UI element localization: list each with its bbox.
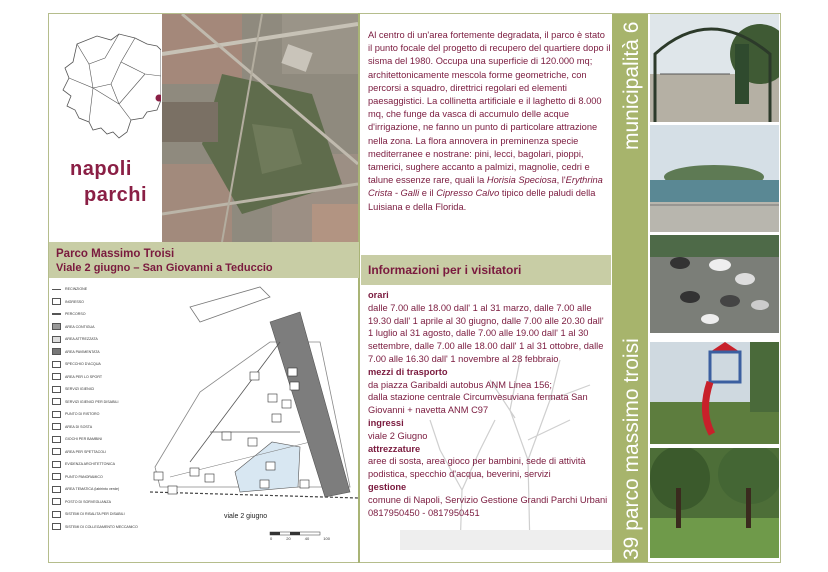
legend-label: RECINZIONE [65, 287, 88, 292]
species-2: Erythrina Crista - Galli [368, 175, 603, 199]
legend-swatch [52, 448, 61, 455]
scale-label: 40 [304, 536, 310, 541]
locator-map [49, 14, 161, 242]
legend-swatch [52, 298, 61, 305]
park-description [368, 29, 611, 214]
legend-swatch [52, 373, 61, 380]
legend-swatch [52, 398, 61, 405]
description-text-3: e il [419, 188, 437, 199]
legend-item [52, 408, 148, 421]
legend-swatch [52, 436, 61, 443]
legend-item [52, 358, 148, 371]
photo-ducks [650, 235, 779, 333]
orari-text: dalle 7.00 alle 18.00 dall' 1 al 31 marzo, dalle 7.00 alle 19.30 dall' 1 aprile al 30 giugno, dalle 7.00 alle 20.30 dall' 1 luglio al 31 agosto, dalle 7.00 alle 19.00 dall' 1 al 30 settembre, dalle 7.00 alle 18.00 dall' 1 al 31 ottobre, dalle 7.00 alle 16.30 dall' 1 novembre al 28 febbraio [368, 302, 604, 364]
legend-label: AREA PER SPETTACOLI [65, 449, 107, 454]
trasporto-text-2: dalla stazione centrale Circumvesuviana fermata San Giovanni + navetta ANM C97 [368, 392, 588, 416]
legend-label: SISTEMI DI COLLEGAMENTO MECCANICO [65, 524, 138, 529]
legend-item [52, 483, 148, 496]
photo-trees [650, 448, 779, 558]
description-text: Al centro di un'area fortemente degradata, il parco è stato il punto focale del progetto di recupero del quartiere dopo il sisma del 1980. Occupa una superficie di 120.000 mq; architettonicamente mescola forme geometriche, con percorsi a squadro, direttrici regolari ed elementi paesaggistici. La collinetta artificiale e il laghetto di 8.000 mq, che funge da vasca di accumulo delle acque d'irrigazione, ne fanno un punto di particolare attrazione nella zona. La flora annovera in preminenza specie mediterranee e nostrane: pini, lecci, bagolari, pioppi, tamerici, sughere accanto a palmizi, magnolie, cedri e talune essenze rare, quali la [368, 30, 611, 186]
legend-label: PUNTO PANORAMICO [65, 474, 103, 479]
attrezzature-text: aree di sosta, area gioco per bambini, sede di attività podistica, specchio d'acqua, beverini, servizi [368, 456, 586, 480]
legend-label: POSTO DI SORVEGLIANZA [65, 499, 111, 504]
description-text-4: tipico delle paludi della Luisiana e della Florida. [368, 188, 596, 212]
legend-item [52, 458, 148, 471]
legend-label: INGRESSO [65, 299, 84, 304]
trasporto-text-1: da piazza Garibaldi autobus ANM Linea 156; [368, 379, 552, 390]
gestione-text: comune di Napoli, Servizio Gestione Grandi Parchi Urbani 0817950450 - 0817950451 [368, 494, 608, 518]
legend-item [52, 521, 148, 534]
photo-entrance [650, 14, 779, 122]
map-legend [52, 283, 148, 533]
legend-label: AREA DI SOSTA [65, 424, 93, 429]
orari-heading: orari [368, 290, 389, 300]
legend-label: PUNTO DI RISTORO [65, 412, 100, 417]
ingressi-heading: ingressi [368, 417, 404, 428]
species-1: Horisia Speciosa [486, 175, 557, 186]
ingressi-text: viale 2 Giugno [368, 430, 428, 441]
page-park-label: 39 parco massimo troisi [620, 338, 643, 560]
legend-item [52, 346, 148, 359]
legend-label: SERVIZI IGIENICI [65, 387, 95, 392]
photo-playground [650, 342, 779, 444]
legend-label: PERCORSO [65, 312, 86, 317]
park-plan [150, 282, 358, 552]
scale-label: 100 [323, 536, 330, 541]
legend-swatch [52, 289, 61, 290]
info-title: Informazioni per i visitatori [368, 263, 522, 277]
legend-item [52, 508, 148, 521]
legend-label: AREA PER LO SPORT [65, 374, 103, 379]
legend-item [52, 296, 148, 309]
legend-swatch [52, 411, 61, 418]
legend-label: AREA ATTREZZATA [65, 337, 98, 342]
legend-swatch [52, 386, 61, 393]
legend-item [52, 308, 148, 321]
brand-line2: parchi [84, 184, 148, 206]
legend-swatch [52, 361, 61, 368]
gestione-heading: gestione [368, 481, 407, 492]
municipality-label: municipalità 6 [620, 21, 643, 150]
column-divider-left [358, 13, 360, 563]
legend-label: SISTEMI DI RISALITA PER DISABILI [65, 512, 125, 517]
park-address: Viale 2 giugno – San Giovanni a Teduccio [56, 262, 273, 274]
legend-swatch [52, 523, 61, 530]
trasporto-heading: mezzi di trasporto [368, 366, 448, 377]
legend-item [52, 496, 148, 509]
plan-scale-labels [270, 536, 330, 541]
legend-swatch [52, 323, 61, 330]
legend-swatch [52, 423, 61, 430]
plan-street-label: viale 2 giugno [224, 513, 268, 520]
legend-item [52, 396, 148, 409]
legend-swatch [52, 486, 61, 493]
aerial-photo [162, 14, 358, 242]
legend-item [52, 446, 148, 459]
legend-item [52, 471, 148, 484]
legend-item [52, 333, 148, 346]
legend-swatch [52, 348, 61, 355]
scale-label: 0 [270, 536, 273, 541]
legend-label: EVIDENZA ARCHITETTONICA [65, 462, 116, 467]
visitor-info [368, 289, 611, 519]
species-3: Cipresso Calvo [436, 188, 500, 199]
legend-swatch [52, 313, 61, 315]
legend-label: AREA TEMATICA (labirinto verde) [65, 487, 120, 492]
legend-label: AREA PAVIMENTATA [65, 349, 100, 354]
legend-item [52, 321, 148, 334]
legend-swatch [52, 473, 61, 480]
legend-swatch [52, 336, 61, 343]
description-text-2: , l' [556, 175, 566, 186]
legend-item [52, 283, 148, 296]
legend-swatch [52, 498, 61, 505]
legend-swatch [52, 461, 61, 468]
park-title: Parco Massimo Troisi [56, 248, 175, 260]
attrezzature-heading: attrezzature [368, 443, 421, 454]
scale-label: 20 [286, 536, 291, 541]
legend-label: SERVIZI IGIENICI PER DISABILI [65, 399, 119, 404]
legend-label: GIOCHI PER BAMBINI [65, 437, 102, 442]
legend-item [52, 433, 148, 446]
legend-item [52, 371, 148, 384]
brand-line1: napoli [70, 158, 132, 180]
legend-item [52, 383, 148, 396]
legend-swatch [52, 511, 61, 518]
photo-lake [650, 125, 779, 232]
legend-item [52, 421, 148, 434]
legend-label: SPECCHIO D'ACQUA [65, 362, 101, 367]
legend-label: AREA CONTIGUA [65, 324, 95, 329]
